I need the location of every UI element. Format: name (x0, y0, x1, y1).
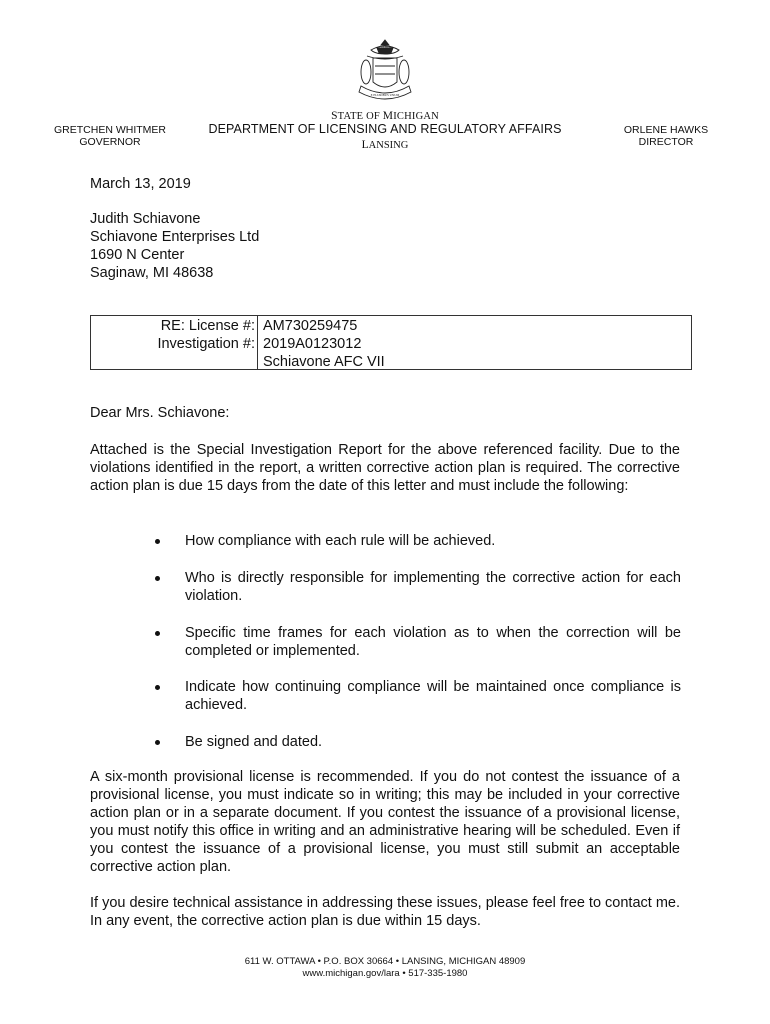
city-initial: L (361, 139, 369, 151)
license-number: AM730259475 (263, 318, 358, 334)
city-heading (185, 139, 585, 151)
letter-date: March 13, 2019 (90, 176, 191, 192)
list-item-text: Be signed and dated. (185, 734, 323, 750)
paragraph-provisional-license: A six-month provisional license is recommended. If you do not contest the issuance of a provisional license, you must indicate so in writing; this may be included in your corrective action plan or in a separate document. If you contest the issuance of a provisional license, you must notify this office in writing and an administrative hearing will be scheduled. Even if you contest the issuance of a provisional license, you must still submit an acceptable corrective action plan. (90, 769, 680, 875)
state-seal-icon (357, 36, 413, 106)
address-line-name: Judith Schiavone (90, 211, 201, 227)
list-item-text: Who is directly responsible for implementing the corrective action for each violation. (185, 570, 681, 604)
footer-address: 611 W. OTTAWA • P.O. BOX 30664 • LANSING, MICHIGAN 48909 (244, 956, 526, 967)
paragraph-assistance: If you desire technical assistance in addressing these issues, please feel free to contact me. In any event, the corrective action plan is due within 15 days. (90, 895, 680, 929)
state-m-initial: M (382, 110, 394, 122)
seal-motto-text: E PLURIBUS UNUM (370, 93, 400, 97)
state-initial: S (331, 110, 338, 122)
bullet-icon (155, 539, 160, 544)
governor-block (40, 124, 180, 148)
paragraph-intro: Attached is the Special Investigation Report for the above referenced facility. Due to the violations identified in the report, a written corrective action plan is required. The corrective action plan is due 15 days from the date of this letter and must include the following: (90, 442, 680, 494)
bullet-icon (155, 685, 160, 690)
bullet-icon (155, 740, 160, 745)
facility-name: Schiavone AFC VII (263, 354, 385, 370)
director-block (596, 124, 736, 148)
list-item-text: How compliance with each rule will be achieved. (185, 533, 496, 549)
bullet-icon (155, 576, 160, 581)
city-name-rest: ANSING (368, 140, 409, 151)
salutation: Dear Mrs. Schiavone: (90, 405, 230, 421)
state-text: TATE OF (337, 111, 383, 122)
address-line-company: Schiavone Enterprises Ltd (90, 229, 260, 245)
seal-banner-text: TUEBOR (378, 45, 392, 49)
director-name: ORLENE HAWKS (623, 124, 709, 136)
governor-title: GOVERNOR (79, 136, 141, 148)
investigation-number: 2019A0123012 (263, 336, 362, 352)
list-item-text: Specific time frames for each violation as to when the correction will be completed or implemented. (185, 625, 681, 659)
reference-values (263, 317, 385, 371)
governor-name: GRETCHEN WHITMER (54, 124, 166, 136)
state-heading (185, 110, 585, 122)
list-item-text: Indicate how continuing compliance will be maintained once compliance is achieved. (185, 679, 681, 713)
bullet-icon (155, 631, 160, 636)
state-name-rest: ICHIGAN (393, 111, 439, 122)
license-label: RE: License #: (160, 318, 255, 334)
address-line-city: Saginaw, MI 48638 (90, 265, 214, 281)
director-title: DIRECTOR (638, 136, 694, 148)
address-line-street: 1690 N Center (90, 247, 185, 263)
reference-box (90, 315, 692, 370)
recipient-address (90, 210, 259, 282)
reference-labels (91, 317, 255, 353)
reference-divider (257, 316, 258, 369)
department-heading: DEPARTMENT OF LICENSING AND REGULATORY AFFAIRS (208, 122, 562, 136)
footer-contact: www.michigan.gov/lara • 517-335-1980 (302, 968, 468, 979)
investigation-label: Investigation #: (157, 336, 255, 352)
